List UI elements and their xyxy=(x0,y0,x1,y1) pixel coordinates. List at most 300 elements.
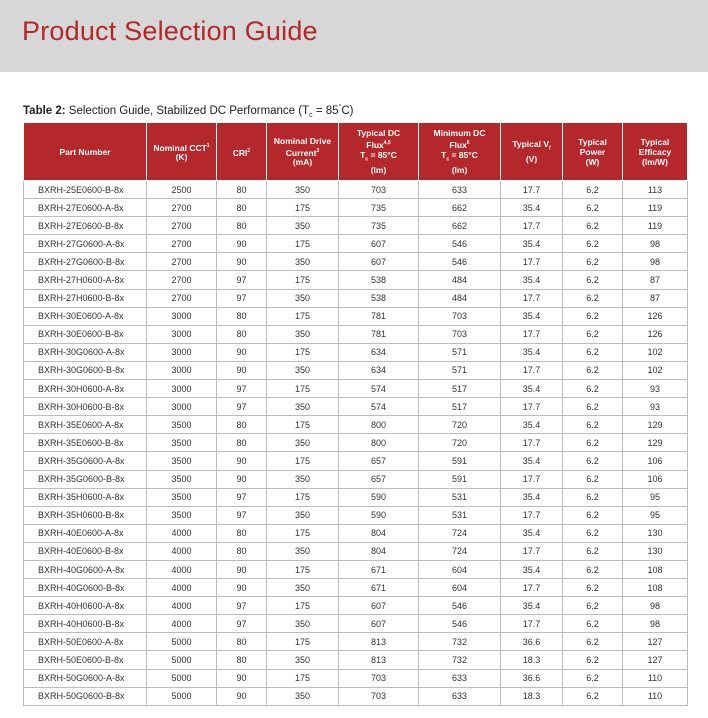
table-cell: 80 xyxy=(217,416,267,434)
table-cell: 531 xyxy=(419,506,501,524)
table-cell: 703 xyxy=(419,325,501,343)
table-cell: 2700 xyxy=(147,271,217,289)
cell-part-number: BXRH-30G0600-A-8x xyxy=(24,343,147,361)
table-cell: 538 xyxy=(339,289,419,307)
table-cell: 604 xyxy=(419,579,501,597)
table-cell: 350 xyxy=(267,651,339,669)
table-cell: 633 xyxy=(419,181,501,199)
table-cell: 591 xyxy=(419,452,501,470)
table-cell: 350 xyxy=(267,253,339,271)
cell-part-number: BXRH-27H0600-A-8x xyxy=(24,271,147,289)
table-cell: 87 xyxy=(623,271,688,289)
table-cell: 350 xyxy=(267,506,339,524)
table-cell: 127 xyxy=(623,633,688,651)
table-cell: 813 xyxy=(339,633,419,651)
table-cell: 4000 xyxy=(147,560,217,578)
table-cell: 3000 xyxy=(147,343,217,361)
table-cell: 175 xyxy=(267,380,339,398)
table-cell: 98 xyxy=(623,235,688,253)
cell-part-number: BXRH-30E0600-A-8x xyxy=(24,307,147,325)
table-cell: 6.2 xyxy=(563,615,623,633)
table-cell: 2700 xyxy=(147,235,217,253)
cell-part-number: BXRH-40G0600-B-8x xyxy=(24,579,147,597)
table-row xyxy=(24,488,688,506)
table-cell: 175 xyxy=(267,560,339,578)
table-cell: 90 xyxy=(217,361,267,379)
table-cell: 804 xyxy=(339,542,419,560)
table-cell: 813 xyxy=(339,651,419,669)
table-cell: 546 xyxy=(419,253,501,271)
table-cell: 6.2 xyxy=(563,199,623,217)
table-cell: 604 xyxy=(419,560,501,578)
table-cell: 6.2 xyxy=(563,506,623,524)
table-cell: 17.7 xyxy=(501,542,563,560)
table-cell: 6.2 xyxy=(563,343,623,361)
table-cell: 6.2 xyxy=(563,235,623,253)
table-cell: 6.2 xyxy=(563,416,623,434)
table-cell: 97 xyxy=(217,597,267,615)
cell-part-number: BXRH-50G0600-A-8x xyxy=(24,669,147,687)
table-cell: 607 xyxy=(339,597,419,615)
table-cell: 633 xyxy=(419,687,501,705)
table-cell: 106 xyxy=(623,470,688,488)
table-cell: 5000 xyxy=(147,633,217,651)
cell-part-number: BXRH-40H0600-B-8x xyxy=(24,615,147,633)
cell-part-number: BXRH-35E0600-B-8x xyxy=(24,434,147,452)
cell-part-number: BXRH-27G0600-A-8x xyxy=(24,235,147,253)
table-row xyxy=(24,434,688,452)
table-cell: 800 xyxy=(339,434,419,452)
cell-part-number: BXRH-35E0600-A-8x xyxy=(24,416,147,434)
cell-part-number: BXRH-40E0600-B-8x xyxy=(24,542,147,560)
table-cell: 18.3 xyxy=(501,651,563,669)
table-cell: 350 xyxy=(267,181,339,199)
table-cell: 80 xyxy=(217,651,267,669)
table-cell: 350 xyxy=(267,289,339,307)
table-cell: 3500 xyxy=(147,434,217,452)
table-cell: 90 xyxy=(217,687,267,705)
table-cell: 350 xyxy=(267,615,339,633)
table-cell: 732 xyxy=(419,651,501,669)
table-cell: 97 xyxy=(217,398,267,416)
table-cell: 662 xyxy=(419,217,501,235)
table-cell: 97 xyxy=(217,271,267,289)
table-cell: 80 xyxy=(217,633,267,651)
table-cell: 4000 xyxy=(147,542,217,560)
table-cell: 6.2 xyxy=(563,452,623,470)
table-cell: 2700 xyxy=(147,217,217,235)
table-cell: 87 xyxy=(623,289,688,307)
col-header-typical-power: Typical Power (W) xyxy=(563,123,623,181)
table-cell: 17.7 xyxy=(501,325,563,343)
table-cell: 175 xyxy=(267,235,339,253)
table-header-row xyxy=(24,123,688,181)
table-cell: 35.4 xyxy=(501,524,563,542)
table-cell: 80 xyxy=(217,199,267,217)
cell-part-number: BXRH-30G0600-B-8x xyxy=(24,361,147,379)
table-cell: 129 xyxy=(623,416,688,434)
table-cell: 175 xyxy=(267,416,339,434)
table-cell: 703 xyxy=(339,687,419,705)
table-cell: 350 xyxy=(267,325,339,343)
table-cell: 93 xyxy=(623,398,688,416)
table-cell: 95 xyxy=(623,488,688,506)
table-cell: 484 xyxy=(419,289,501,307)
cell-part-number: BXRH-40E0600-A-8x xyxy=(24,524,147,542)
table-row xyxy=(24,271,688,289)
table-cell: 720 xyxy=(419,434,501,452)
table-cell: 80 xyxy=(217,307,267,325)
table-cell: 671 xyxy=(339,560,419,578)
table-cell: 6.2 xyxy=(563,542,623,560)
col-header-drive-current: Nominal Drive Current$^3$ (mA) xyxy=(267,123,339,181)
table-caption xyxy=(23,104,354,119)
table-cell: 35.4 xyxy=(501,199,563,217)
table-cell: 108 xyxy=(623,579,688,597)
table-cell: 6.2 xyxy=(563,560,623,578)
table-cell: 571 xyxy=(419,361,501,379)
table-cell: 97 xyxy=(217,506,267,524)
table-cell: 119 xyxy=(623,217,688,235)
table-cell: 4000 xyxy=(147,597,217,615)
table-cell: 6.2 xyxy=(563,597,623,615)
table-cell: 97 xyxy=(217,488,267,506)
table-cell: 350 xyxy=(267,361,339,379)
table-cell: 350 xyxy=(267,542,339,560)
table-cell: 6.2 xyxy=(563,217,623,235)
table-cell: 5000 xyxy=(147,651,217,669)
table-cell: 130 xyxy=(623,542,688,560)
table-row xyxy=(24,597,688,615)
cell-part-number: BXRH-40G0600-A-8x xyxy=(24,560,147,578)
caption-label: Table 2: xyxy=(23,104,66,117)
table-cell: 484 xyxy=(419,271,501,289)
table-cell: 17.7 xyxy=(501,579,563,597)
table-cell: 2700 xyxy=(147,199,217,217)
table-cell: 6.2 xyxy=(563,687,623,705)
cell-part-number: BXRH-40H0600-A-8x xyxy=(24,597,147,615)
cell-part-number: BXRH-35H0600-B-8x xyxy=(24,506,147,524)
cell-part-number: BXRH-27E0600-B-8x xyxy=(24,217,147,235)
caption-text-end: C) xyxy=(341,104,354,117)
table-row xyxy=(24,579,688,597)
table-cell: 36.6 xyxy=(501,669,563,687)
table-cell: 6.2 xyxy=(563,524,623,542)
table-cell: 574 xyxy=(339,398,419,416)
table-row xyxy=(24,687,688,705)
cell-part-number: BXRH-50E0600-B-8x xyxy=(24,651,147,669)
table-cell: 126 xyxy=(623,325,688,343)
cell-part-number: BXRH-27H0600-B-8x xyxy=(24,289,147,307)
caption-sub: c xyxy=(309,112,313,120)
table-cell: 90 xyxy=(217,560,267,578)
table-cell: 350 xyxy=(267,687,339,705)
cell-part-number: BXRH-50G0600-B-8x xyxy=(24,687,147,705)
table-cell: 633 xyxy=(419,669,501,687)
table-cell: 703 xyxy=(339,181,419,199)
table-cell: 703 xyxy=(339,669,419,687)
table-cell: 517 xyxy=(419,380,501,398)
table-row xyxy=(24,651,688,669)
table-cell: 6.2 xyxy=(563,361,623,379)
table-row xyxy=(24,325,688,343)
caption-text-mid: = 85 xyxy=(312,104,339,117)
table-cell: 6.2 xyxy=(563,271,623,289)
table-cell: 350 xyxy=(267,398,339,416)
table-cell: 517 xyxy=(419,398,501,416)
table-cell: 80 xyxy=(217,542,267,560)
table-cell: 591 xyxy=(419,470,501,488)
table-cell: 175 xyxy=(267,669,339,687)
table-cell: 4000 xyxy=(147,524,217,542)
table-row xyxy=(24,199,688,217)
table-cell: 804 xyxy=(339,524,419,542)
table-cell: 350 xyxy=(267,579,339,597)
table-cell: 35.4 xyxy=(501,343,563,361)
table-cell: 108 xyxy=(623,560,688,578)
table-cell: 3500 xyxy=(147,506,217,524)
cell-part-number: BXRH-27E0600-A-8x xyxy=(24,199,147,217)
table-row xyxy=(24,307,688,325)
table-row xyxy=(24,217,688,235)
table-cell: 781 xyxy=(339,307,419,325)
cell-part-number: BXRH-35G0600-B-8x xyxy=(24,470,147,488)
table-cell: 90 xyxy=(217,579,267,597)
table-row xyxy=(24,361,688,379)
table-cell: 80 xyxy=(217,217,267,235)
table-cell: 110 xyxy=(623,687,688,705)
table-cell: 35.4 xyxy=(501,597,563,615)
table-cell: 80 xyxy=(217,524,267,542)
table-cell: 175 xyxy=(267,524,339,542)
table-cell: 98 xyxy=(623,615,688,633)
table-cell: 5000 xyxy=(147,669,217,687)
table-cell: 735 xyxy=(339,199,419,217)
table-cell: 3000 xyxy=(147,398,217,416)
cell-part-number: BXRH-35G0600-A-8x xyxy=(24,452,147,470)
table-cell: 97 xyxy=(217,380,267,398)
table-cell: 6.2 xyxy=(563,579,623,597)
table-cell: 4000 xyxy=(147,579,217,597)
table-cell: 6.2 xyxy=(563,488,623,506)
table-cell: 6.2 xyxy=(563,651,623,669)
cell-part-number: BXRH-50E0600-A-8x xyxy=(24,633,147,651)
table-cell: 6.2 xyxy=(563,669,623,687)
table-cell: 735 xyxy=(339,217,419,235)
table-cell: 17.7 xyxy=(501,217,563,235)
table-cell: 657 xyxy=(339,452,419,470)
table-cell: 732 xyxy=(419,633,501,651)
table-cell: 3000 xyxy=(147,325,217,343)
table-cell: 90 xyxy=(217,669,267,687)
table-row xyxy=(24,289,688,307)
table-cell: 90 xyxy=(217,343,267,361)
table-cell: 3000 xyxy=(147,361,217,379)
page-title: Product Selection Guide xyxy=(22,16,318,46)
table-cell: 720 xyxy=(419,416,501,434)
table-cell: 607 xyxy=(339,235,419,253)
table-cell: 35.4 xyxy=(501,488,563,506)
table-cell: 607 xyxy=(339,615,419,633)
table-cell: 175 xyxy=(267,199,339,217)
table-cell: 4000 xyxy=(147,615,217,633)
table-cell: 6.2 xyxy=(563,633,623,651)
table-cell: 6.2 xyxy=(563,380,623,398)
table-cell: 724 xyxy=(419,542,501,560)
table-cell: 634 xyxy=(339,361,419,379)
table-cell: 6.2 xyxy=(563,325,623,343)
table-cell: 3500 xyxy=(147,416,217,434)
table-cell: 6.2 xyxy=(563,289,623,307)
selection-table xyxy=(23,122,688,706)
table-cell: 17.7 xyxy=(501,181,563,199)
table-cell: 671 xyxy=(339,579,419,597)
table-cell: 703 xyxy=(419,307,501,325)
table-row xyxy=(24,506,688,524)
table-row xyxy=(24,669,688,687)
table-row xyxy=(24,560,688,578)
table-cell: 6.2 xyxy=(563,307,623,325)
cell-part-number: BXRH-30E0600-B-8x xyxy=(24,325,147,343)
table-cell: 5000 xyxy=(147,687,217,705)
table-row xyxy=(24,398,688,416)
cell-part-number: BXRH-30H0600-A-8x xyxy=(24,380,147,398)
table-cell: 546 xyxy=(419,235,501,253)
table-cell: 102 xyxy=(623,361,688,379)
cell-part-number: BXRH-30H0600-B-8x xyxy=(24,398,147,416)
table-cell: 2700 xyxy=(147,253,217,271)
table-cell: 80 xyxy=(217,325,267,343)
table-cell: 6.2 xyxy=(563,398,623,416)
table-cell: 90 xyxy=(217,253,267,271)
table-cell: 175 xyxy=(267,343,339,361)
table-cell: 546 xyxy=(419,615,501,633)
table-cell: 538 xyxy=(339,271,419,289)
table-cell: 17.7 xyxy=(501,398,563,416)
table-cell: 175 xyxy=(267,597,339,615)
table-cell: 3500 xyxy=(147,488,217,506)
table-cell: 18.3 xyxy=(501,687,563,705)
table-cell: 657 xyxy=(339,470,419,488)
table-cell: 95 xyxy=(623,506,688,524)
table-cell: 36.6 xyxy=(501,633,563,651)
table-row xyxy=(24,633,688,651)
col-header-cct: Nominal CCT$^1$ (K) xyxy=(147,123,217,181)
table-row xyxy=(24,181,688,199)
cell-part-number: BXRH-25E0600-B-8x xyxy=(24,181,147,199)
col-header-typical-vf: Typical $V_f$ (V) xyxy=(501,123,563,181)
table-cell: 175 xyxy=(267,452,339,470)
table-cell: 17.7 xyxy=(501,361,563,379)
table-cell: 17.7 xyxy=(501,253,563,271)
table-cell: 6.2 xyxy=(563,434,623,452)
col-header-typical-flux: Typical DC Flux$^{4,5}$ $T_c = 85^\circ C$ (lm) xyxy=(339,123,419,181)
table-cell: 175 xyxy=(267,633,339,651)
table-cell: 175 xyxy=(267,271,339,289)
table-cell: 97 xyxy=(217,289,267,307)
table-cell: 3500 xyxy=(147,470,217,488)
table-cell: 35.4 xyxy=(501,380,563,398)
table-row xyxy=(24,416,688,434)
table-cell: 350 xyxy=(267,470,339,488)
table-cell: 17.7 xyxy=(501,434,563,452)
table-row xyxy=(24,235,688,253)
table-cell: 98 xyxy=(623,253,688,271)
table-cell: 119 xyxy=(623,199,688,217)
table-cell: 90 xyxy=(217,452,267,470)
table-row xyxy=(24,524,688,542)
col-header-part-number: Part Number xyxy=(24,123,147,181)
table-cell: 17.7 xyxy=(501,289,563,307)
table-cell: 90 xyxy=(217,235,267,253)
table-cell: 800 xyxy=(339,416,419,434)
table-cell: 127 xyxy=(623,651,688,669)
table-row xyxy=(24,470,688,488)
table-cell: 6.2 xyxy=(563,253,623,271)
table-cell: 3000 xyxy=(147,380,217,398)
table-cell: 634 xyxy=(339,343,419,361)
table-cell: 35.4 xyxy=(501,560,563,578)
table-cell: 35.4 xyxy=(501,416,563,434)
table-cell: 110 xyxy=(623,669,688,687)
table-cell: 607 xyxy=(339,253,419,271)
table-cell: 175 xyxy=(267,307,339,325)
table-cell: 6.2 xyxy=(563,470,623,488)
table-cell: 17.7 xyxy=(501,470,563,488)
table-cell: 6.2 xyxy=(563,181,623,199)
caption-text: Selection Guide, Stabilized DC Performance (T xyxy=(65,104,310,117)
table-row xyxy=(24,253,688,271)
col-header-minimum-flux: Minimum DC Flux$^6$ $T_c = 85^\circ C$ (lm) xyxy=(419,123,501,181)
col-header-typical-efficacy: Typical Efficacy (lm/W) xyxy=(623,123,688,181)
table-cell: 113 xyxy=(623,181,688,199)
table-cell: 17.7 xyxy=(501,506,563,524)
table-cell: 2500 xyxy=(147,181,217,199)
table-row xyxy=(24,615,688,633)
table-cell: 35.4 xyxy=(501,271,563,289)
table-row xyxy=(24,452,688,470)
table-cell: 97 xyxy=(217,615,267,633)
cell-part-number: BXRH-35H0600-A-8x xyxy=(24,488,147,506)
table-cell: 3000 xyxy=(147,307,217,325)
table-cell: 175 xyxy=(267,488,339,506)
table-cell: 106 xyxy=(623,452,688,470)
cell-part-number: BXRH-27G0600-B-8x xyxy=(24,253,147,271)
table-cell: 590 xyxy=(339,488,419,506)
table-cell: 662 xyxy=(419,199,501,217)
table-cell: 80 xyxy=(217,181,267,199)
table-cell: 130 xyxy=(623,524,688,542)
table-row xyxy=(24,542,688,560)
table-cell: 2700 xyxy=(147,289,217,307)
table-cell: 98 xyxy=(623,597,688,615)
table-cell: 574 xyxy=(339,380,419,398)
table-cell: 350 xyxy=(267,217,339,235)
table-cell: 350 xyxy=(267,434,339,452)
table-cell: 102 xyxy=(623,343,688,361)
col-header-cri: CRI$^2$ xyxy=(217,123,267,181)
table-cell: 126 xyxy=(623,307,688,325)
table-cell: 571 xyxy=(419,343,501,361)
table-cell: 80 xyxy=(217,434,267,452)
table-cell: 129 xyxy=(623,434,688,452)
table-row xyxy=(24,343,688,361)
table-cell: 90 xyxy=(217,470,267,488)
table-cell: 35.4 xyxy=(501,307,563,325)
table-cell: 3500 xyxy=(147,452,217,470)
table-cell: 546 xyxy=(419,597,501,615)
table-row xyxy=(24,380,688,398)
